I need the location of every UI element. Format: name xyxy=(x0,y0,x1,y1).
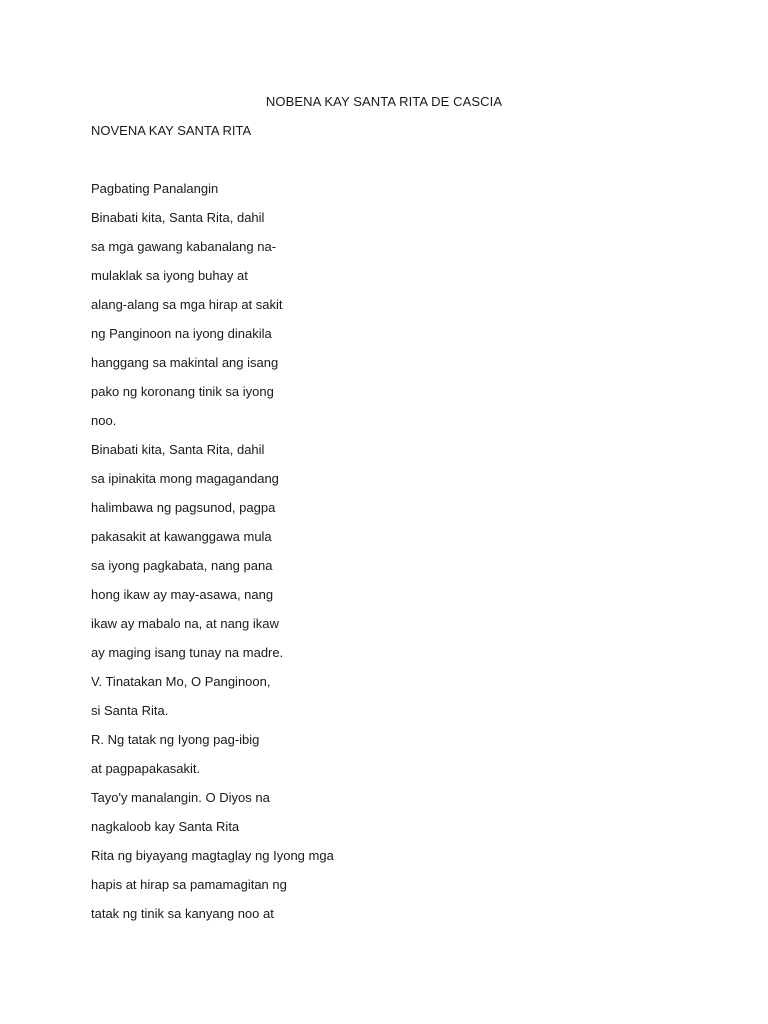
text-line: sa mga gawang kabanalang na- xyxy=(91,239,277,254)
versicle-line: V. Tinatakan Mo, O Panginoon, xyxy=(91,674,271,689)
text-line: halimbawa ng pagsunod, pagpa xyxy=(91,500,276,515)
text-line: sa iyong pagkabata, nang pana xyxy=(91,558,273,573)
document-title: NOBENA KAY SANTA RITA DE CASCIA xyxy=(265,94,503,109)
text-line: hapis at hirap sa pamamagitan ng xyxy=(91,877,287,892)
text-line: hanggang sa makintal ang isang xyxy=(91,355,279,370)
text-line: ikaw ay mabalo na, at nang ikaw xyxy=(91,616,279,631)
text-line: Binabati kita, Santa Rita, dahil xyxy=(91,210,265,225)
text-line: hong ikaw ay may-asawa, nang xyxy=(91,587,274,602)
response-line: R. Ng tatak ng Iyong pag-ibig xyxy=(91,732,260,747)
text-line: ay maging isang tunay na madre. xyxy=(91,645,284,660)
text-line: pako ng koronang tinik sa iyong xyxy=(91,384,274,399)
text-line: sa ipinakita mong magagandang xyxy=(91,471,279,486)
text-line: Binabati kita, Santa Rita, dahil xyxy=(91,442,265,457)
document-body xyxy=(91,181,651,935)
text-line: pakasakit at kawanggawa mula xyxy=(91,529,272,544)
text-line: noo. xyxy=(91,413,117,428)
text-line: tatak ng tinik sa kanyang noo at xyxy=(91,906,274,921)
document-subtitle: NOVENA KAY SANTA RITA xyxy=(91,123,252,138)
text-line: Tayo'y manalangin. O Diyos na xyxy=(91,790,270,805)
text-line: at pagpapakasakit. xyxy=(91,761,201,776)
text-line: Rita ng biyayang magtaglay ng Iyong mga xyxy=(91,848,334,863)
text-line: nagkaloob kay Santa Rita xyxy=(91,819,240,834)
text-line: ng Panginoon na iyong dinakila xyxy=(91,326,272,341)
section-heading: Pagbating Panalangin xyxy=(91,181,219,196)
text-line: mulaklak sa iyong buhay at xyxy=(91,268,248,283)
text-line: alang-alang sa mga hirap at sakit xyxy=(91,297,283,312)
text-line: si Santa Rita. xyxy=(91,703,169,718)
